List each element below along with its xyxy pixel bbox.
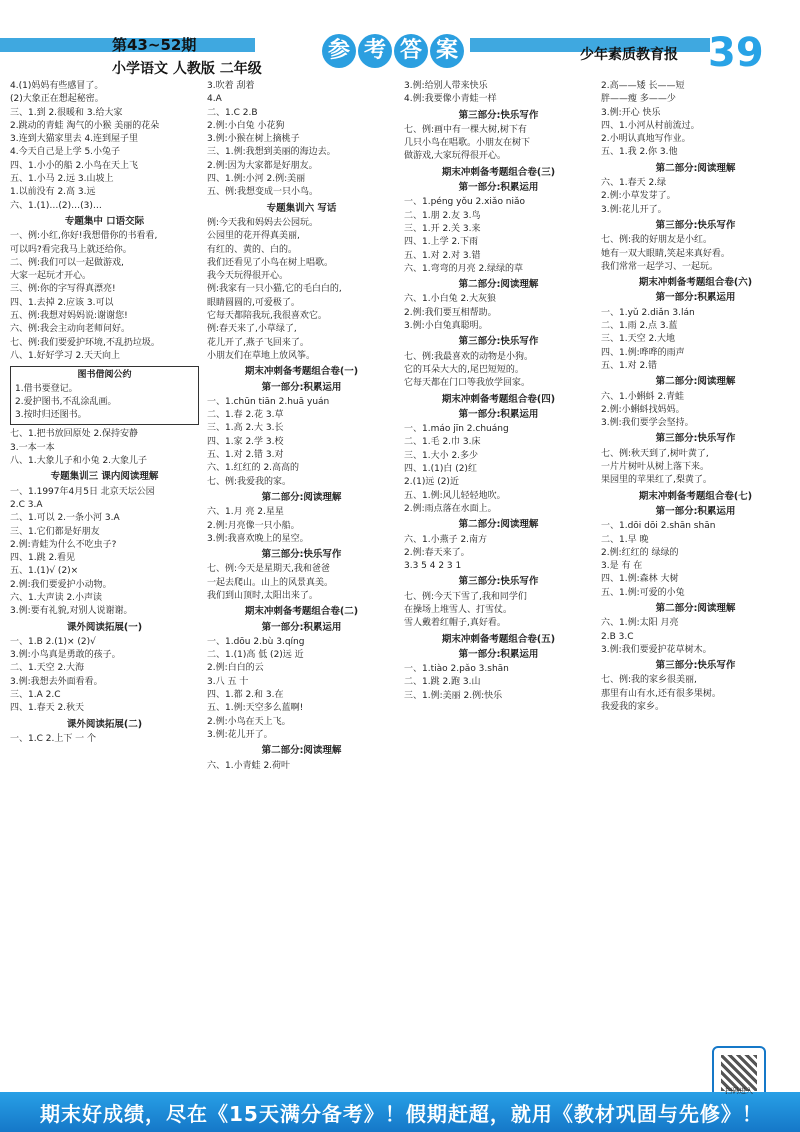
answer-line: 3.例:我们要爱护花草树木。	[601, 644, 712, 655]
answer-line: 可以吗?看完我马上就还给你。	[10, 244, 132, 255]
answer-column	[207, 80, 396, 1088]
answer-line: 例:春天来了,小草绿了,	[207, 324, 297, 335]
answer-line: 2.例:我们要爱护小动物。	[10, 579, 112, 590]
answer-line: 六、1.例:太阳 月亮	[601, 618, 679, 629]
section-heading: 第二部分:阅读理解	[261, 491, 342, 503]
answer-line: 3.是 有 在	[601, 561, 643, 572]
answer-line: 六、1.(1)…(2)…(3)…	[10, 200, 102, 211]
answer-line: 二、1.可以 2.一条小河 3.A	[10, 513, 120, 524]
answer-line: 2.例:青蛙为什么不吃虫子?	[10, 539, 117, 550]
section-heading: 第一部分:积累运用	[655, 292, 736, 304]
answer-line: 一、1.dōu 2.bù 3.qíng	[207, 636, 305, 647]
answer-line: 例:我家有一只小猫,它的毛白白的,	[207, 284, 342, 295]
section-heading: 期末冲刺备考题组合卷(七)	[638, 490, 753, 502]
section-heading: 期末冲刺备考题组合卷(五)	[441, 633, 556, 645]
answer-line: 二、1.早 晚	[601, 534, 649, 545]
answer-line: 一、1.máo jīn 2.chuáng	[404, 424, 509, 435]
answer-line: 3.例:要有礼貌,对别人说谢谢。	[10, 606, 133, 617]
footer-slogan: 期末好成绩，尽在《15天满分备考》！假期赶超，就用《教材巩固与先修》！	[40, 1102, 763, 1126]
answer-line: 2.例:春天来了。	[404, 547, 470, 558]
answer-line: 2.例:白白的云	[207, 663, 264, 674]
answer-line: 六、1.小青蛙 2.荷叶	[207, 760, 291, 771]
answer-line: 2.B 3.C	[601, 631, 634, 642]
answer-line: 3.例:小猴在树上摘桃子	[207, 134, 300, 145]
section-heading: 第二部分:阅读理解	[261, 745, 342, 757]
answer-line: 3.例:给别人带来快乐	[404, 81, 488, 91]
answer-line: 3.一本一本	[10, 442, 55, 453]
answer-line: 一、1.1997年4月5日 北京天坛公园	[10, 486, 155, 497]
answer-line: 六、1.红红的 2.高高的	[207, 463, 300, 474]
answer-line: 四、1.例:哗哗的雨声	[601, 347, 685, 358]
section-heading: 第二部分:阅读理解	[655, 376, 736, 388]
answer-line: 一、1.yǔ 2.diǎn 3.lán	[601, 307, 695, 318]
answer-line: 五、例:我想对妈妈说:谢谢您!	[10, 311, 128, 322]
answer-line: 一、1.tiào 2.pǎo 3.shān	[404, 664, 509, 675]
answer-line: 一、1.C 2.上下 一 个	[10, 733, 97, 744]
answer-column	[404, 80, 593, 1088]
section-heading: 第二部分:阅读理解	[458, 279, 539, 291]
answer-line: 四、1.小河从村前流过。	[601, 120, 700, 131]
answer-line: 小朋友们在草地上放风筝。	[207, 350, 316, 361]
answer-line: 三、1.例:美丽 2.例:快乐	[404, 690, 503, 701]
answer-line: 七、例:我们要爱护环境,不乱扔垃圾。	[10, 337, 160, 348]
answer-line: 五、1.对 2.错	[601, 360, 658, 371]
qr-label: 扫码进入	[725, 1087, 753, 1095]
answer-line: 3.例:花儿开了。	[601, 204, 667, 215]
answer-line: 四、1.例:小河 2.例:美丽	[207, 174, 306, 185]
answer-line: 2.例:我们要互相帮助。	[404, 307, 497, 318]
answer-line: 花儿开了,燕子飞回来了。	[207, 337, 309, 348]
answer-line: 它的耳朵大大的,尾巴短短的。	[404, 364, 524, 375]
answer-line: 2.例:小草发芽了。	[601, 191, 676, 202]
section-heading: 期末冲刺备考题组合卷(六)	[638, 277, 753, 289]
answer-line: 那里有山有水,还有很多果树。	[601, 688, 721, 699]
answer-line: 七、例:今天是星期天,我和爸爸	[207, 564, 330, 575]
title-char: 考	[358, 34, 392, 68]
answer-line: 二、1.C 2.B	[207, 107, 258, 118]
answer-line: 七、例:今天下雪了,我和同学们	[404, 591, 527, 602]
answer-line: 我们还看见了小鸟在树上唱歌。	[207, 257, 334, 268]
section-heading: 期末冲刺备考题组合卷(二)	[244, 606, 359, 618]
page-title	[322, 34, 472, 74]
answer-line: 五、1.我 2.你 3.他	[601, 147, 678, 158]
answer-line: 雪人戴着红帽子,真好看。	[404, 618, 506, 629]
answer-line: 三、1.天空 2.大地	[601, 334, 676, 345]
answer-line: 3.连到大猫家里去 4.连到屋子里	[10, 134, 139, 145]
answer-line: 六、1.小燕子 2.南方	[404, 534, 488, 545]
title-char: 参	[322, 34, 356, 68]
answer-line: 4.今天自己是上学 5.小兔子	[10, 147, 121, 158]
answer-line: 3.例:开心 快乐	[601, 107, 661, 118]
section-heading: 第二部分:阅读理解	[458, 519, 539, 531]
answer-line: 3.例:小鸟真是勇敢的孩子。	[10, 650, 121, 661]
answer-column	[601, 80, 790, 1088]
answer-line: 一起去爬山。山上的风景真美。	[207, 577, 334, 588]
answer-line: 眼睛圆圆的,可爱极了。	[207, 297, 300, 308]
convention-line: 3.按时归还图书。	[15, 410, 87, 421]
answer-line: 六、1.小蝌蚪 2.青蛙	[601, 391, 685, 402]
answer-line: 四、1.春天 2.秋天	[10, 703, 85, 714]
answer-line: 三、1.到 2.很暖和 3.给大家	[10, 107, 123, 118]
answer-line: 大家一起玩才开心。	[10, 271, 92, 282]
answer-line: 五、1.例:可爱的小兔	[601, 587, 685, 598]
answer-line: 七、1.把书放回原处 2.保持安静	[10, 429, 139, 440]
title-char: 答	[394, 34, 428, 68]
section-heading: 第二部分:阅读理解	[655, 162, 736, 174]
answer-line: 五、1.例:风儿轻轻地吹。	[404, 490, 506, 501]
answer-line: 七、例:我最喜欢的动物是小狗。	[404, 351, 534, 362]
answer-line: 她有一双大眼睛,笑起来真好看。	[601, 248, 730, 259]
answer-line: 六、例:我会主动向老师问好。	[10, 324, 131, 335]
answer-line: 二、1.春 2.花 3.草	[207, 410, 284, 421]
answer-line: 4.(1)妈妈有些感冒了。	[10, 81, 104, 91]
answer-line: 2.高——矮 长——短	[601, 81, 685, 91]
section-heading: 第一部分:积累运用	[261, 621, 342, 633]
answer-line: 我们到山顶时,太阳出来了。	[207, 590, 318, 601]
section-heading: 第三部分:快乐写作	[261, 549, 342, 561]
answer-column	[10, 80, 199, 1088]
answer-line: 五、1.(1)√ (2)×	[10, 566, 79, 577]
section-heading: 专题集训六 写话	[266, 202, 337, 214]
subject-label: 小学语文 人教版 二年级	[112, 61, 262, 77]
answer-line: 3.例:我想去外面看看。	[10, 676, 103, 687]
answer-line: 3.例:我们要学会坚持。	[601, 418, 694, 429]
answer-line: 四、1.都 2.和 3.在	[207, 690, 284, 701]
answer-line: 四、1.家 2.学 3.校	[207, 436, 284, 447]
answer-line: 一、1.B 2.(1)× (2)√	[10, 636, 96, 647]
answer-line: 有红的、黄的、白的。	[207, 244, 298, 255]
answer-line: 1.以前没有 2.高 3.远	[10, 187, 96, 198]
section-heading: 专题集训三 课内阅读理解	[50, 471, 159, 483]
answer-line: 例:今天我和妈妈去公园玩。	[207, 217, 319, 228]
answer-line: 2.例:雨点落在水面上。	[404, 503, 497, 514]
answer-line: 2.例:小蝌蚪找妈妈。	[601, 404, 685, 415]
answer-line: 七、例:秋天到了,树叶黄了,	[601, 448, 709, 459]
footer-banner	[0, 1092, 800, 1132]
answer-line: 六、1.弯弯的月亮 2.绿绿的草	[404, 263, 524, 274]
answer-line: 2.例:因为大家都是好朋友。	[207, 160, 318, 171]
section-heading: 期末冲刺备考题组合卷(三)	[441, 166, 556, 178]
answer-line: 它每天都陪我玩,我很喜欢它。	[207, 311, 327, 322]
answer-line: 我今天玩得很开心。	[207, 271, 289, 282]
answer-line: 3.八 五 十	[207, 676, 249, 687]
answer-line: 六、1.小白兔 2.大灰狼	[404, 294, 497, 305]
section-heading: 第一部分:积累运用	[261, 381, 342, 393]
answer-line: 4.例:我要像小青蛙一样	[404, 94, 497, 105]
issue-label: 第43~52期	[112, 36, 197, 54]
title-char: 案	[430, 34, 464, 68]
section-heading: 课外阅读拓展(一)	[66, 621, 143, 633]
answer-line: 五、例:我想变成一只小鸟。	[207, 187, 319, 198]
answer-line: 三、1.高 2.大 3.长	[207, 423, 284, 434]
answer-line: 三、1.开 2.关 3.来	[404, 223, 481, 234]
answer-line: 七、例:我的好朋友是小红。	[601, 235, 713, 246]
convention-line: 2.爱护图书,不乱涂乱画。	[15, 396, 117, 407]
answer-line: 四、1.跳 2.看见	[10, 553, 76, 564]
answer-line: 四、1.小小的船 2.小鸟在天上飞	[10, 160, 139, 171]
answer-line: 2.(1)远 (2)近	[404, 477, 459, 488]
section-heading: 第一部分:积累运用	[655, 505, 736, 517]
answer-line: 四、1.去掉 2.应该 3.可以	[10, 297, 114, 308]
answer-line: 一、1.chūn tiān 2.huā yuán	[207, 396, 330, 407]
answer-line: 几只小鸟在唱歌。小朋友在树下	[404, 138, 531, 149]
section-heading: 课外阅读拓展(二)	[66, 718, 143, 730]
answer-line: 三、例:你的字写得真漂亮!	[10, 284, 116, 295]
section-heading: 第三部分:快乐写作	[655, 219, 736, 231]
section-heading: 第一部分:积累运用	[458, 182, 539, 194]
page-header	[0, 0, 800, 90]
answer-line: 二、1.雨 2.点 3.蓝	[601, 321, 678, 332]
answer-line: 2.例:小白兔 小花狗	[207, 120, 285, 131]
answer-line: 二、1.天空 2.大海	[10, 663, 85, 674]
answer-line: 三、1.它们都是好朋友	[10, 526, 100, 537]
answer-line: 五、1.对 2.对 3.错	[404, 250, 481, 261]
answer-line: 六、1.月 亮 2.星星	[207, 507, 284, 518]
answer-line: 四、1.(1)白 (2)红	[404, 464, 477, 475]
answer-line: 二、1.(1)高 低 (2)远 近	[207, 650, 304, 661]
answer-line: 二、1.毛 2.巾 3.床	[404, 437, 481, 448]
answer-line: 八、1.好好学习 2.天天向上	[10, 350, 121, 361]
answer-line: 五、1.对 2.错 3.对	[207, 450, 284, 461]
answer-line: 3.例:花儿开了。	[207, 729, 273, 740]
answer-line: 二、1.跳 2.跑 3.山	[404, 677, 481, 688]
answer-line: 2.例:小鸟在天上飞。	[207, 716, 291, 727]
answer-line: 2.小明认真地写作业。	[601, 134, 691, 145]
convention-title: 图书借阅公约	[77, 370, 132, 381]
answer-line: 七、例:画中有一棵大树,树下有	[404, 124, 527, 135]
answer-line: 八、1.大象儿子和小兔 2.大象儿子	[10, 456, 148, 467]
answer-columns	[10, 80, 790, 1088]
answer-line: 三、1.例:我想到美丽的海边去。	[207, 147, 336, 158]
answer-line: 3.3 5 4 2 3 1	[404, 561, 462, 572]
section-heading: 期末冲刺备考题组合卷(四)	[441, 393, 556, 405]
answer-line: 三、1.A 2.C	[10, 690, 61, 701]
brand-name: 少年素质教育报	[580, 47, 678, 63]
answer-line: 3.例:我喜欢晚上的星空。	[207, 533, 309, 544]
answer-line: 公园里的花开得真美丽,	[207, 231, 300, 242]
page-number: 39	[708, 30, 764, 76]
section-heading: 第一部分:积累运用	[458, 648, 539, 660]
answer-line: 六、1.春天 2.绿	[601, 178, 667, 189]
answer-line: 三、1.大小 2.多少	[404, 450, 479, 461]
answer-line: 我们常常一起学习、一起玩。	[601, 261, 719, 272]
answer-line: (2)大象正在想起秘密。	[10, 94, 104, 105]
answer-line: 四、1.上学 2.下雨	[404, 237, 479, 248]
answer-line: 五、1.小马 2.远 3.山坡上	[10, 174, 114, 185]
section-heading: 第二部分:阅读理解	[655, 602, 736, 614]
answer-line: 它每天都在门口等我放学回家。	[404, 378, 531, 389]
answer-line: 果园里的苹果红了,梨黄了。	[601, 475, 712, 486]
answer-line: 3.吹着 刮着	[207, 81, 255, 91]
answer-line: 2.例:月亮像一只小船。	[207, 520, 300, 531]
answer-line: 六、1.大声读 2.小声读	[10, 592, 103, 603]
answer-line: 四、1.例:森林 大树	[601, 574, 679, 585]
answer-line: 一片片树叶从树上落下来。	[601, 462, 710, 473]
answer-line: 一、1.péng yǒu 2.xiǎo niǎo	[404, 197, 526, 208]
answer-line: 4.A	[207, 94, 222, 105]
answer-line: 七、例:我的家乡很美丽,	[601, 675, 697, 686]
answer-line: 五、1.例:天空多么蓝啊!	[207, 703, 304, 714]
convention-line: 1.借书要登记。	[15, 383, 78, 394]
section-heading: 期末冲刺备考题组合卷(一)	[244, 366, 359, 378]
answer-line: 一、1.dōi dōi 2.shān shān	[601, 521, 716, 532]
answer-line: 二、1.朋 2.友 3.鸟	[404, 210, 481, 221]
section-heading: 第三部分:快乐写作	[458, 336, 539, 348]
section-heading: 第三部分:快乐写作	[655, 660, 736, 672]
section-heading: 第三部分:快乐写作	[458, 109, 539, 121]
answer-line: 胖——瘦 多——少	[601, 94, 676, 105]
section-heading: 专题集中 口语交际	[64, 215, 145, 227]
answer-line: 我爱我的家乡。	[601, 702, 665, 713]
answer-line: 做游戏,大家玩得很开心。	[404, 151, 506, 162]
answer-line: 3.例:小白兔真聪明。	[404, 321, 488, 332]
answer-line: 在操场上堆雪人、打雪仗。	[404, 604, 513, 615]
answer-line: 2.跳动的青蛙 淘气的小猴 美丽的花朵	[10, 120, 160, 131]
section-heading: 第一部分:积累运用	[458, 408, 539, 420]
section-heading: 第三部分:快乐写作	[655, 433, 736, 445]
answer-line: 2.例:红红的 绿绿的	[601, 547, 679, 558]
answer-line: 二、例:我们可以一起做游戏,	[10, 257, 124, 268]
convention-box	[10, 366, 199, 425]
answer-line: 2.C 3.A	[10, 499, 43, 510]
answer-line: 一、例:小红,你好!我想借你的书看看,	[10, 231, 158, 242]
section-heading: 第三部分:快乐写作	[458, 576, 539, 588]
answer-line: 七、例:我爱我的家。	[207, 476, 292, 487]
